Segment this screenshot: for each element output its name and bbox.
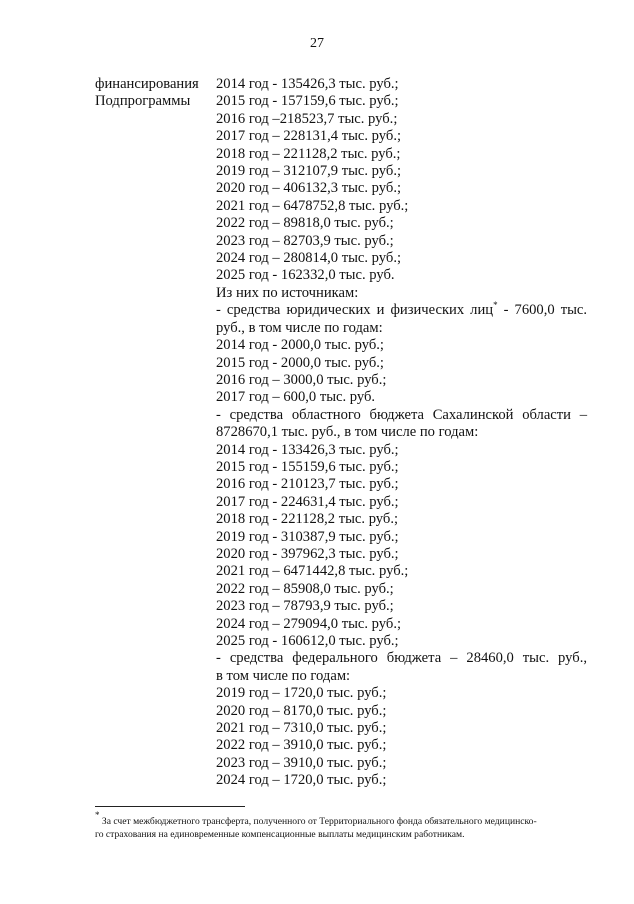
regional-year-line: 2023 год – 78793,9 тыс. руб.; <box>216 598 394 615</box>
total-year-line: 2018 год – 221128,2 тыс. руб.; <box>216 145 401 162</box>
regional-year-line: 2016 год - 210123,7 тыс. руб.; <box>216 476 399 493</box>
regional-year-line: 2024 год – 279094,0 тыс. руб.; <box>216 615 402 632</box>
regional-year-line: 2014 год - 133426,3 тыс. руб.; <box>216 441 399 458</box>
legal-entities-line-1 <box>216 302 587 319</box>
page-number: 27 <box>310 36 324 51</box>
total-year-line: 2014 год - 135426,3 тыс. руб.; <box>216 76 399 92</box>
total-year-line: 2025 год - 162332,0 тыс. руб. <box>216 267 395 284</box>
regional-year-line: 2017 год - 224631,4 тыс. руб.; <box>216 493 399 510</box>
sources-heading: Из них по источникам: <box>216 284 359 301</box>
footnote-line-1 <box>95 810 587 829</box>
total-year-line: 2022 год – 89818,0 тыс. руб.; <box>216 215 394 232</box>
federal-year-line: 2020 год – 8170,0 тыс. руб.; <box>216 702 387 719</box>
footnote <box>95 810 587 841</box>
regional-year-line: 2022 год – 85908,0 тыс. руб.; <box>216 580 394 597</box>
footnote-text-1: За счет межбюджетного трансферта, полученного от Территориального фонда обязательного медицинско- <box>99 816 537 827</box>
regional-budget-section <box>216 407 587 651</box>
federal-year-line: 2024 год – 1720,0 тыс. руб.; <box>216 772 387 789</box>
legal-entities-year-line: 2017 год – 600,0 тыс. руб. <box>216 389 376 406</box>
regional-year-line: 2021 год – 6471442,8 тыс. руб.; <box>216 563 409 580</box>
row-label <box>95 76 199 111</box>
financing-details <box>216 76 587 790</box>
footnote-divider <box>95 806 245 807</box>
regional-year-line: 2025 год - 160612,0 тыс. руб.; <box>216 633 399 649</box>
total-year-line: 2017 год – 228131,4 тыс. руб.; <box>216 128 402 145</box>
footnote-mark: * <box>95 810 100 820</box>
federal-year-line: 2022 год – 3910,0 тыс. руб.; <box>216 737 387 754</box>
regional-year-line: 2018 год - 221128,2 тыс. руб.; <box>216 511 399 528</box>
federal-year-line: 2019 год – 1720,0 тыс. руб.; <box>216 685 387 702</box>
legal-entities-section <box>216 302 587 406</box>
total-year-line: 2015 год - 157159,6 тыс. руб.; <box>216 93 399 110</box>
federal-year-line: 2021 год – 7310,0 тыс. руб.; <box>216 720 387 737</box>
total-year-line: 2020 год – 406132,3 тыс. руб.; <box>216 180 402 197</box>
footnote-marker: * <box>493 300 498 311</box>
footnote-line-2: го страхования на единовременные компенсационные выплаты медицинским работникам. <box>95 828 465 840</box>
regional-budget-line-1: - средства областного бюджета Сахалинской области – <box>216 406 587 423</box>
total-year-line: 2016 год –218523,7 тыс. руб.; <box>216 110 398 127</box>
federal-budget-section <box>216 650 587 789</box>
total-year-line: 2023 год – 82703,9 тыс. руб.; <box>216 232 394 249</box>
label-line-2: Подпрограммы <box>95 93 191 110</box>
total-by-year-list <box>216 76 587 285</box>
regional-budget-line-2: 8728670,1 тыс. руб., в том числе по годам: <box>216 424 479 441</box>
total-year-line: 2024 год – 280814,0 тыс. руб.; <box>216 250 402 267</box>
legal-entities-text: - средства юридических и физических лиц <box>216 302 494 319</box>
legal-entities-year-line: 2015 год - 2000,0 тыс. руб.; <box>216 354 384 371</box>
legal-entities-line-2: руб., в том числе по годам: <box>216 319 383 336</box>
regional-year-line: 2019 год - 310387,9 тыс. руб.; <box>216 528 399 545</box>
federal-budget-line-2: в том числе по годам: <box>216 667 351 684</box>
federal-budget-line-1: - средства федерального бюджета – 28460,0 тыс. руб., <box>216 650 587 667</box>
label-line-1: финансирования <box>95 76 199 92</box>
regional-year-line: 2015 год - 155159,6 тыс. руб.; <box>216 458 399 475</box>
total-year-line: 2021 год – 6478752,8 тыс. руб.; <box>216 197 409 214</box>
federal-year-line: 2023 год – 3910,0 тыс. руб.; <box>216 754 387 771</box>
legal-entities-year-line: 2014 год - 2000,0 тыс. руб.; <box>216 337 384 354</box>
regional-year-line: 2020 год - 397962,3 тыс. руб.; <box>216 545 399 562</box>
legal-entities-year-line: 2016 год – 3000,0 тыс. руб.; <box>216 371 387 388</box>
total-year-line: 2019 год – 312107,9 тыс. руб.; <box>216 163 402 180</box>
legal-entities-amount: - 7600,0 тыс. <box>497 302 587 319</box>
